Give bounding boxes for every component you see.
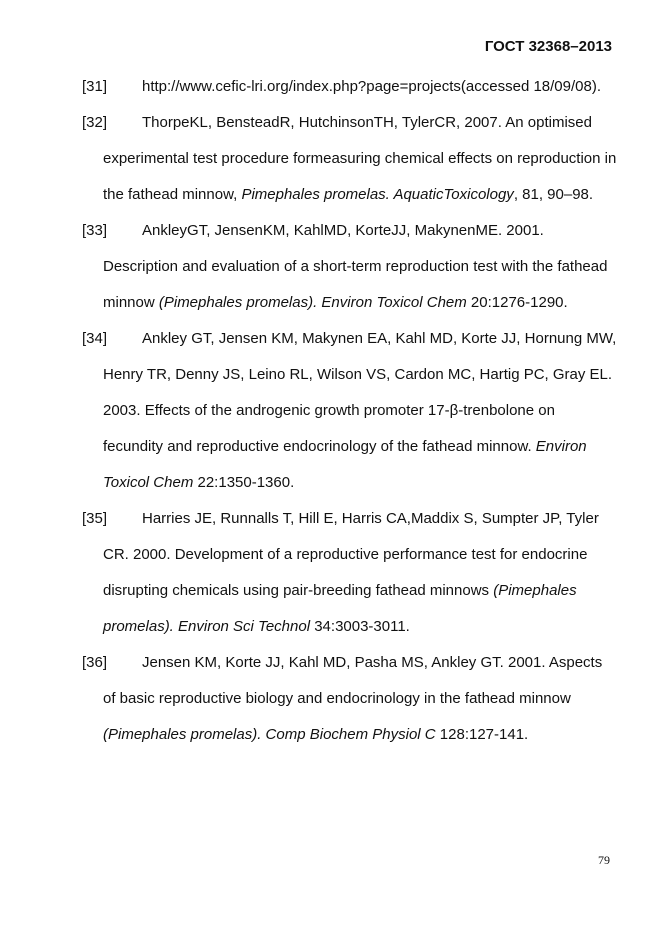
reference-number: [33] — [82, 222, 108, 239]
document-header: ГОСТ 32368–2013 — [484, 38, 612, 55]
reference-segment: 34:3003-3011. — [310, 618, 410, 635]
reference-segment: http://www.cefic-lri.org/index.php?page=projects(accessed 18/09/08). — [142, 78, 602, 95]
reference-number: [32] — [82, 114, 108, 131]
reference-number: [31] — [82, 78, 108, 95]
reference-entry — [82, 105, 617, 213]
reference-segment: AnkleyGT, JensenKM, KahlMD, KorteJJ, MakynenME. 2001. Description and evaluation of a short-term reproduction test with the fathead minnow — [103, 222, 608, 311]
reference-segment: Ankley GT, Jensen KM, Makynen EA, Kahl MD, Korte JJ, Hornung MW, Henry TR, Denny JS, Leino RL, Wilson VS, Cardon MC, Hartig PC, Gray EL. 2003. Effects of the androgenic growth promoter 17-β-trenbolone on fecundity and reproductive endocrinology of the fathead minnow. — [103, 330, 617, 455]
reference-segment: ThorpeKL, BensteadR, HutchinsonTH, TylerCR, 2007. An optimised experimental test procedure formeasuring chemical effects on reproduction in the fathead minnow, — [103, 114, 617, 203]
reference-segment: 20:1276-1290. — [466, 294, 568, 311]
reference-segment: 128:127-141. — [435, 726, 529, 743]
reference-entry — [82, 321, 617, 501]
reference-journal-text: (Pimephales promelas). Comp Biochem Physiol C — [103, 726, 436, 743]
reference-journal-text: (Pimephales promelas). Environ Sci Technol — [103, 582, 577, 635]
reference-segment: , 81, 90–98. — [513, 186, 594, 203]
reference-text — [103, 105, 617, 213]
reference-journal-text: Environ Toxicol Chem — [103, 438, 587, 491]
reference-entry — [82, 501, 617, 645]
reference-entry — [82, 69, 617, 105]
reference-number: [34] — [82, 330, 108, 347]
reference-text — [103, 645, 617, 753]
reference-text — [103, 69, 617, 105]
reference-journal-text: (Pimephales promelas). Environ Toxicol Chem — [158, 294, 467, 311]
reference-segment: Harries JE, Runnalls T, Hill E, Harris CA,Maddix S, Sumpter JP, Tyler CR. 2000. Development of a reproductive performance test for endocrine disrupting chemicals using pair-breeding fathead minnows — [103, 510, 599, 599]
reference-segment: 22:1350-1360. — [193, 474, 295, 491]
reference-journal-text: Pimephales promelas. AquaticToxicology — [241, 186, 514, 203]
reference-entry — [82, 645, 617, 753]
reference-segment: Jensen KM, Korte JJ, Kahl MD, Pasha MS, Ankley GT. 2001. Aspects of basic reproductive biology and endocrinology in the fathead minnow — [103, 654, 603, 707]
reference-number: [36] — [82, 654, 108, 671]
reference-entry — [82, 213, 617, 321]
reference-number: [35] — [82, 510, 108, 527]
reference-text — [103, 501, 617, 645]
reference-text — [103, 213, 617, 321]
reference-text — [103, 321, 617, 501]
page-number: 79 — [598, 853, 610, 867]
reference-list — [82, 69, 617, 753]
